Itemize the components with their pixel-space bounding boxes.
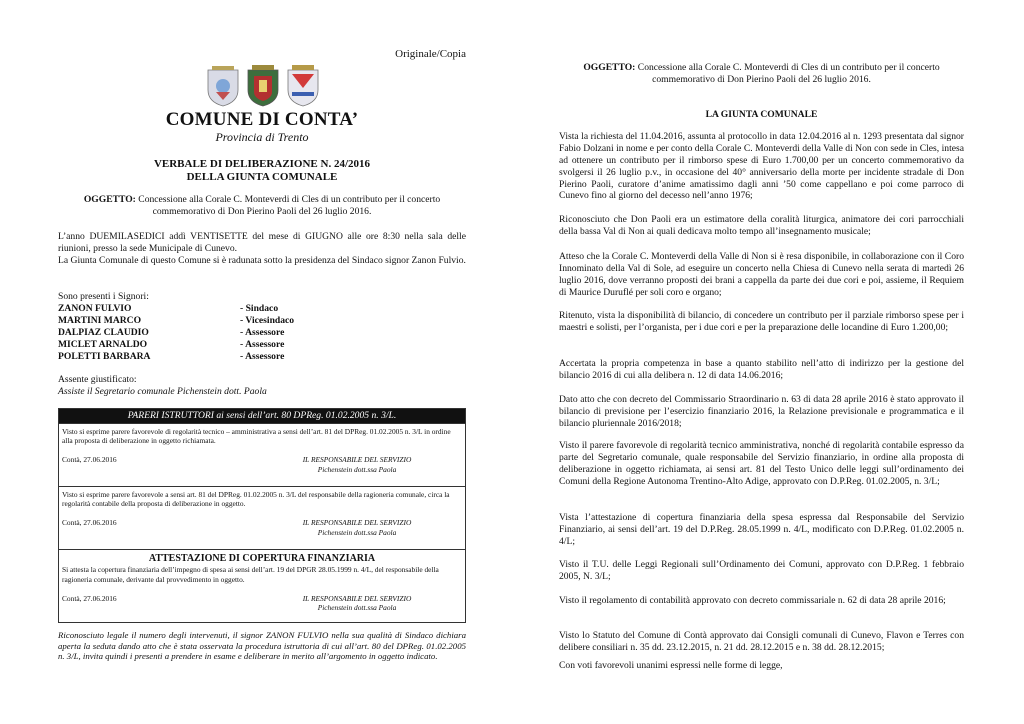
paragraph: Ritenuto, vista la disponibilità di bilancio, di concedere un contributo per il parziale rimborso spese per i maestri e solisti, per l’organista, per i due cori e per la preparazione delle locandine di Euro 1.200,00; [559, 310, 964, 333]
crest-right-icon [288, 65, 318, 106]
paragraph: Riconosciuto che Don Paoli era un estimatore della coralità liturgica, animatore dei cori parrocchiali della bassa Val di Non ai quali dedicava molto tempo all’insegnamento musicale; [559, 214, 964, 237]
attestazione-title: ATTESTAZIONE DI COPERTURA FINANZIARIA [148, 552, 376, 564]
present-members [58, 291, 466, 363]
member-role: - Sindaco [240, 303, 279, 314]
parere-contabile-signature-row [62, 518, 462, 537]
member-name: ZANON FULVIO [58, 303, 132, 314]
member-name: DALPIAZ CLAUDIO [58, 327, 149, 338]
verbale-line-1: VERBALE DI DELIBERAZIONE N. 24/2016 [153, 158, 371, 170]
paragraph: Atteso che la Corale C. Monteverdi della Valle di Non si è resa disponibile, in collaborazione con il Coro Innominato della Val di Sole, ad eseguire un concerto nella Chiesa di Cunevo nella serata di martedì 26 luglio 2016, dove verranno proposti dei brani a cappella da parte dei due cori e poi, assieme, il Requiem di Maurice Duruflé per soli coro e organo; [559, 251, 964, 298]
member-row [58, 351, 466, 363]
member-name: POLETTI BARBARA [58, 351, 151, 362]
original-copy-label: Originale/Copia [395, 48, 466, 60]
responsible-name: Pichenstein dott.ssa Paola [317, 603, 397, 613]
responsible-name: Pichenstein dott.ssa Paola [317, 527, 397, 537]
right-page [559, 0, 964, 724]
attestazione-date: Contà, 27.06.2016 [62, 593, 117, 603]
left-page [58, 0, 466, 724]
verbale-line-2: DELLA GIUNTA COMUNALE [186, 171, 338, 184]
member-role: - Assessore [240, 327, 285, 338]
member-row [58, 339, 466, 351]
closing-note: Riconosciuto legale il numero degli intervenuti, il signor ZANON FULVIO nella sua qualità di Sindaco dichiara aperta la seduta dando atto che è stata osservata la procedura istruttoria di cui all’art. 80 del DPReg. 01.02.2005 n. 3/L, invita quindi i presenti a prendere in esame e deliberare in merito all’argomento in oggetto indicato. [58, 630, 466, 662]
paragraph: Visto il regolamento di contabilità approvato con decreto commissariale n. 62 di data 28 aprile 2016; [559, 595, 946, 606]
crest-center-icon [248, 65, 278, 106]
intro-paragraph [58, 231, 466, 267]
member-role: - Assessore [240, 351, 285, 362]
right-oggetto-block [559, 62, 964, 86]
responsible-title: IL RESPONSABILE DEL SERVIZIO [302, 518, 412, 528]
oggetto-label: OGGETTO: [83, 194, 136, 205]
member-row [58, 303, 466, 315]
paragraph: Vista la richiesta del 11.04.2016, assunta al protocollo in data 12.04.2016 al n. 1293 presentata dal signor Fabio Dolzani in nome e per conto della Corale C. Monteverdi della Valle di Non con sede in Cles, intesa ad ottenere un contributo per il rimborso spese di Euro 1.700,00 per un concerto commemorativo da svolgersi il 26 luglio p.v., in occasione del 40° anniversario della morte per incidente stradale di Don Pierino Paoli, curatore d’anime amatissimo dagli anni ’50 come cappellano e poi come parroco di Cunevo fino al giorno del decesso nell’anno 1976; [559, 131, 964, 202]
right-oggetto-label: OGGETTO: [583, 62, 636, 73]
parere-tecnico-signature-row [62, 455, 462, 474]
parere-contabile-section [59, 486, 465, 549]
member-role: - Vicesindaco [240, 315, 295, 326]
parere-contabile-date: Contà, 27.06.2016 [62, 518, 117, 528]
municipality-title: COMUNE DI CONTA’ [165, 109, 359, 130]
pareri-header: PARERI ISTRUTTORI ai sensi dell’art. 80 DPReg. 01.02.2005 n. 3/L. [59, 409, 465, 423]
municipal-crests-logo [204, 62, 322, 108]
verbale-heading [58, 158, 466, 184]
member-name: MICLET ARNALDO [58, 339, 148, 350]
paragraph: Accertata la propria competenza in base a quanto stabilito nell’atto di indirizzo per la gestione del bilancio 2016 di cui alla delibera n. 12 di data 14.06.2016; [559, 358, 964, 381]
member-role: - Assessore [240, 339, 285, 350]
secretary-line: Assiste il Segretario comunale Pichenstein dott. Paola [58, 385, 267, 397]
paragraph: Visto il parere favorevole di regolarità tecnico amministrativa, nonché di regolarità contabile espresso da parte del Segretario comunale, quale responsabile del Servizio finanziario, in ordine alla proposta di deliberazione in oggetto richiamata, ai sensi art. 81 del Testo Unico delle leggi sull’ordinamento dei Comuni della Regione Autonoma Trentino-Alto Adige, approvato con D.P.Reg. 01.02.2005, n. 3/L; [559, 440, 964, 487]
responsible-title: IL RESPONSABILE DEL SERVIZIO [302, 593, 412, 603]
present-label: Sono presenti i Signori: [58, 291, 149, 302]
paragraph: Con voti favorevoli unanimi espressi nelle forme di legge, [559, 660, 783, 671]
attestazione-signature-row [62, 594, 462, 613]
attestazione-section [59, 549, 465, 622]
parere-tecnico-responsible [252, 455, 462, 474]
right-oggetto-text: Concessione alla Corale C. Monteverdi di Cles di un contributo per il concerto commemorativo di Don Pierino Paoli del 26 luglio 2016. [637, 62, 940, 85]
crest-left-icon [208, 66, 238, 106]
parere-tecnico-date: Contà, 27.06.2016 [62, 455, 117, 465]
province-subtitle: Provincia di Trento [215, 130, 309, 144]
attestazione-responsible [252, 594, 462, 613]
paragraph: Vista l’attestazione di copertura finanziaria della spesa espressa dal Responsabile del Servizio Finanziario, ai sensi dell’art. 19 del D.P.Reg. 28.05.1999 n. 4/L, modificato con D.P.Reg. 01.02.2005 n. 4/L; [559, 512, 964, 547]
paragraph: Visto il T.U. delle Leggi Regionali sull’Ordinamento dei Comuni, approvato con D.P.Reg. 1 febbraio 2005, N. 3/L; [559, 559, 964, 582]
absent-block [58, 374, 466, 398]
oggetto-block [58, 194, 466, 218]
parere-tecnico-text: Visto si esprime parere favorevole di regolarità tecnico – amministrativa a sensi dell’art. 81 del DPReg. 01.02.2005 n. 3/L in ordine alla proposta di deliberazione in oggetto richiamata. [62, 426, 451, 446]
member-name: MARTINI MARCO [58, 315, 142, 326]
attestazione-text: Si attesta la copertura finanziaria dell’impegno di spesa ai sensi dell’art. 19 del DPGR 28.05.1999 n. 4/L, del responsabile della ragioneria comunale, derivante dal provvedimento in oggetto. [62, 565, 439, 584]
giunta-heading: LA GIUNTA COMUNALE [705, 109, 818, 120]
paragraph: Dato atto che con decreto del Commissario Straordinario n. 63 di data 28 aprile 2016 è stato approvato il bilancio di previsione per l’esercizio finanziario 2016, la Relazione previsionale e programmatica e il bilancio pluriennale 2016/2018; [559, 394, 964, 429]
oggetto-text: Concessione alla Corale C. Monteverdi di Cles di un contributo per il concerto commemorativo di Don Pierino Paoli del 26 luglio 2016. [138, 194, 441, 217]
intro-line-2: La Giunta Comunale di questo Comune si è radunata sotto la presidenza del Sindaco signor Zanon Fulvio. [58, 254, 466, 266]
intro-line-1: L’anno DUEMILASEDICI addì VENTISETTE del mese di GIUGNO alle ore 8:30 nella sala delle riunioni, presso la sede Municipale di Cunevo. [58, 231, 466, 254]
responsible-title: IL RESPONSABILE DEL SERVIZIO [302, 455, 412, 465]
pareri-box [58, 408, 466, 623]
parere-tecnico-section [59, 423, 465, 486]
absent-label: Assente giustificato: [58, 374, 137, 385]
member-row [58, 315, 466, 327]
responsible-name: Pichenstein dott.ssa Paola [317, 464, 397, 474]
parere-contabile-text: Visto si esprime parere favorevole a sensi art. 81 del DPReg. 01.02.2005 n. 3/L del responsabile della ragioneria comunale, circa la regolarità contabile della proposta di deliberazione in oggetto. [62, 489, 450, 509]
parere-contabile-responsible [252, 518, 462, 537]
member-row [58, 327, 466, 339]
paragraph: Visto lo Statuto del Comune di Contà approvato dai Consigli comunali di Cunevo, Flavon e Terres con delibere consiliari n. 35 dd. 23.12.2015, n. 21 dd. 28.12.2015 e n. 38 dd. 28.12.2015; [559, 630, 964, 653]
